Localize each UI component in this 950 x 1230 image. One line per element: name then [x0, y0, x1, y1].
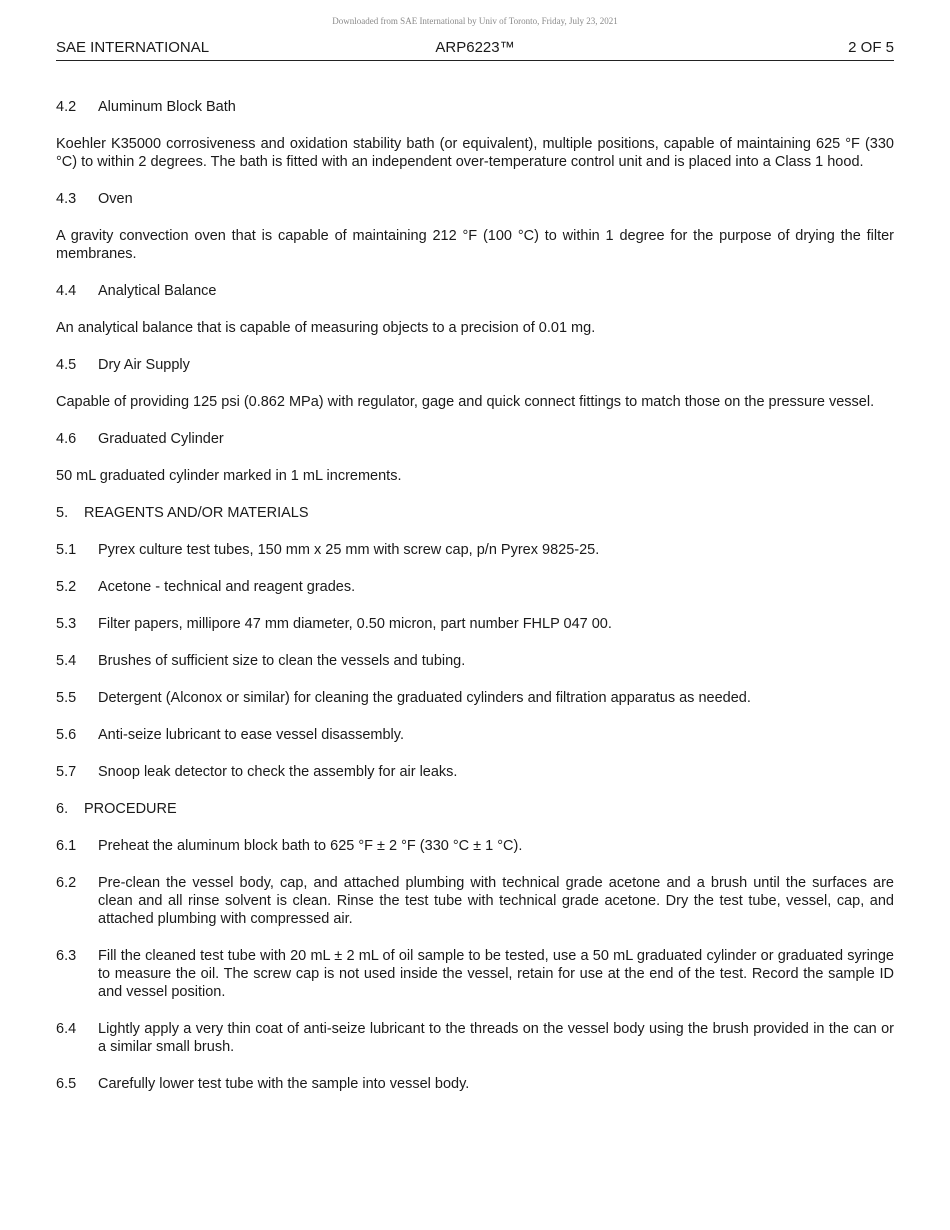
item-number: 5.2	[56, 579, 77, 595]
list-item-6-2	[56, 874, 894, 928]
item-text: Pre-clean the vessel body, cap, and attached plumbing with technical grade acetone and a brush until the surfaces are clean and all rinse solvent is clean. Rinse the test tube with technical grade acetone. Dry the test tube, vessel, cap, and attached plumbing with compressed air.	[98, 875, 894, 927]
list-item-6-5	[56, 1075, 894, 1093]
item-number: 5.6	[56, 727, 77, 743]
section-heading-4-4	[56, 282, 894, 300]
section-title: Oven	[98, 191, 133, 207]
section-number: 4.4	[56, 283, 77, 299]
section-number: 4.2	[56, 99, 77, 115]
section-number: 4.5	[56, 357, 77, 373]
list-item-5-2	[56, 578, 894, 596]
section-number: 6.	[56, 801, 69, 817]
list-item-5-4	[56, 652, 894, 670]
item-text: Snoop leak detector to check the assembly for air leaks.	[98, 764, 458, 780]
item-number: 5.3	[56, 616, 77, 632]
list-item-5-6	[56, 726, 894, 744]
page-header	[56, 38, 894, 61]
list-item-5-1	[56, 541, 894, 559]
list-item-6-4	[56, 1020, 894, 1056]
document-body	[56, 98, 894, 1093]
section-paragraph-4-3: A gravity convection oven that is capable of maintaining 212 °F (100 °C) to within 1 degree for the purpose of drying the filter membranes.	[56, 228, 894, 262]
item-number: 6.4	[56, 1021, 77, 1037]
section-paragraph-4-2: Koehler K35000 corrosiveness and oxidation stability bath (or equivalent), multiple positions, capable of maintaining 625 °F (330 °C) to within 2 degrees. The bath is fitted with an independent over-temperature control unit and is placed into a Class 1 hood.	[56, 136, 894, 170]
list-item-5-7	[56, 763, 894, 781]
document-number: ARP6223™	[435, 39, 515, 56]
item-number: 5.7	[56, 764, 77, 780]
section-paragraph-4-4: An analytical balance that is capable of measuring objects to a precision of 0.01 mg.	[56, 320, 596, 336]
page-number: 2 OF 5	[848, 39, 894, 56]
item-text: Fill the cleaned test tube with 20 mL ± 2 mL of oil sample to be tested, use a 50 mL graduated cylinder or graduated syringe to measure the oil. The screw cap is not used inside the vessel, retain for use at the end of the test. Record the sample ID and vessel position.	[98, 948, 894, 1000]
item-text: Preheat the aluminum block bath to 625 °F ± 2 °F (330 °C ± 1 °C).	[98, 838, 523, 854]
section-paragraph-4-5: Capable of providing 125 psi (0.862 MPa) with regulator, gage and quick connect fittings to match those on the pressure vessel.	[56, 394, 875, 410]
section-number: 4.6	[56, 431, 77, 447]
section-heading-4-6	[56, 430, 894, 448]
section-title: Dry Air Supply	[98, 357, 190, 373]
section-heading-6	[56, 800, 894, 818]
item-number: 6.5	[56, 1076, 77, 1092]
item-text: Brushes of sufficient size to clean the vessels and tubing.	[98, 653, 466, 669]
item-number: 5.1	[56, 542, 77, 558]
item-number: 5.4	[56, 653, 77, 669]
section-number: 4.3	[56, 191, 77, 207]
section-heading-5	[56, 504, 894, 522]
section-paragraph-4-6: 50 mL graduated cylinder marked in 1 mL increments.	[56, 468, 402, 484]
section-title: REAGENTS AND/OR MATERIALS	[84, 505, 309, 521]
item-number: 6.3	[56, 948, 77, 964]
list-item-5-5	[56, 689, 894, 707]
section-heading-4-5	[56, 356, 894, 374]
section-title: Graduated Cylinder	[98, 431, 224, 447]
publisher-name: SAE INTERNATIONAL	[56, 39, 210, 56]
item-text: Filter papers, millipore 47 mm diameter, 0.50 micron, part number FHLP 047 00.	[98, 616, 612, 632]
item-number: 5.5	[56, 690, 77, 706]
list-item-6-3	[56, 947, 894, 1001]
item-text: Lightly apply a very thin coat of anti-seize lubricant to the threads on the vessel body using the brush provided in the can or a similar small brush.	[98, 1021, 894, 1055]
item-text: Acetone - technical and reagent grades.	[98, 579, 356, 595]
item-text: Pyrex culture test tubes, 150 mm x 25 mm with screw cap, p/n Pyrex 9825-25.	[98, 542, 600, 558]
section-title: Aluminum Block Bath	[98, 99, 236, 115]
section-title: Analytical Balance	[98, 283, 217, 299]
item-number: 6.1	[56, 838, 77, 854]
section-title: PROCEDURE	[84, 801, 177, 817]
download-watermark: Downloaded from SAE International by Univ of Toronto, Friday, July 23, 2021	[332, 16, 618, 26]
section-number: 5.	[56, 505, 69, 521]
list-item-5-3	[56, 615, 894, 633]
item-text: Carefully lower test tube with the sample into vessel body.	[98, 1076, 470, 1092]
section-heading-4-2	[56, 98, 894, 116]
item-text: Anti-seize lubricant to ease vessel disassembly.	[98, 727, 404, 743]
section-heading-4-3	[56, 190, 894, 208]
list-item-6-1	[56, 837, 894, 855]
item-text: Detergent (Alconox or similar) for cleaning the graduated cylinders and filtration apparatus as needed.	[98, 690, 751, 706]
item-number: 6.2	[56, 875, 77, 891]
